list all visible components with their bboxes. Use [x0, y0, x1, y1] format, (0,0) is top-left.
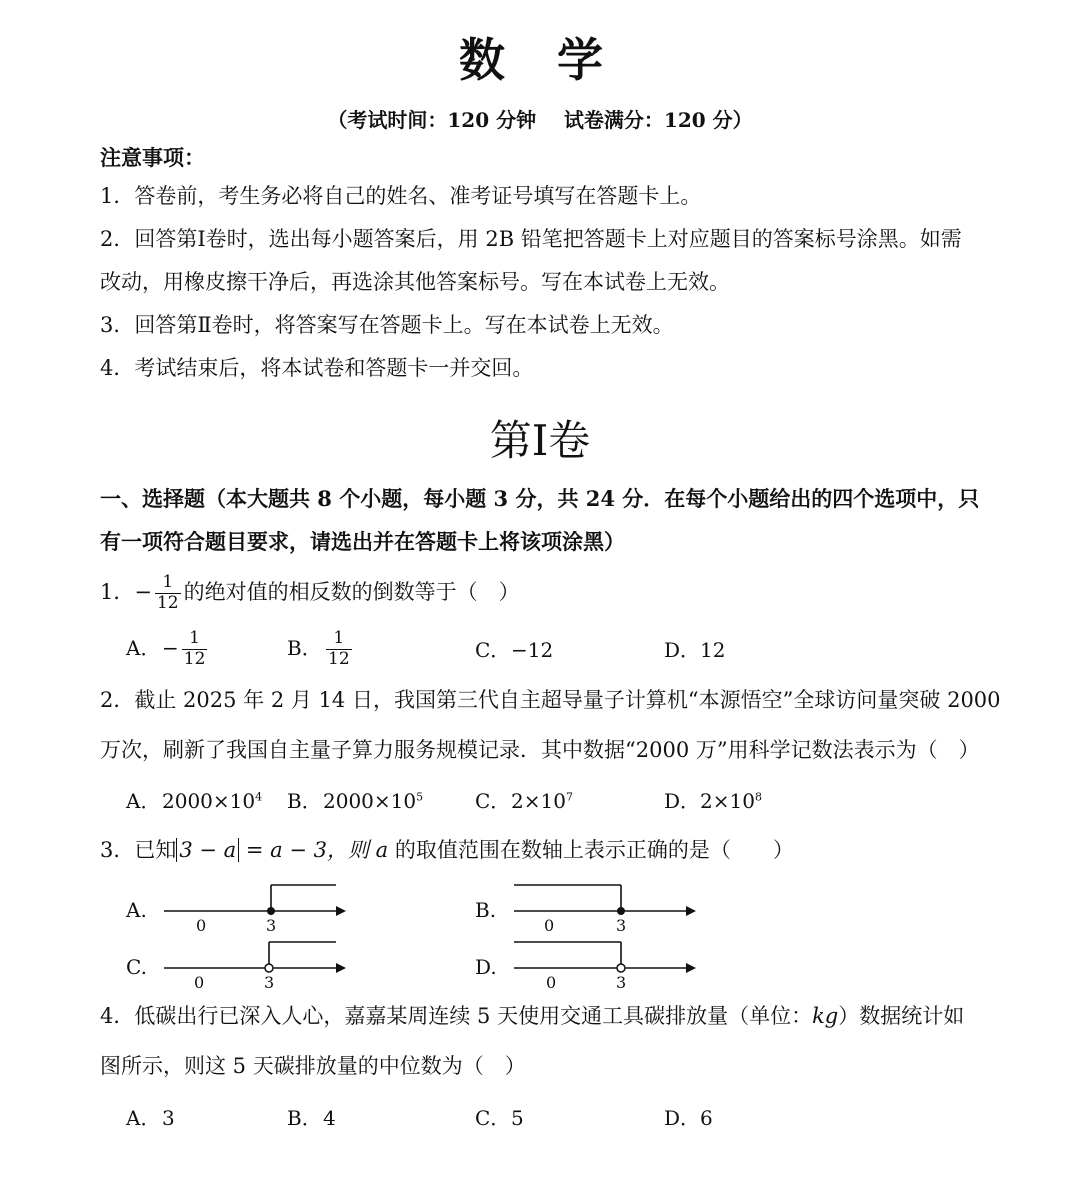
question-number: 1．	[100, 579, 135, 604]
option-d[interactable]: D．$2\times 10^8$	[664, 789, 762, 813]
unit: kg	[812, 1004, 839, 1028]
minus-sign: −	[134, 579, 152, 604]
option-a[interactable]: A．$2000\times 10^4$	[126, 789, 263, 813]
option-b[interactable]: B．4	[287, 1106, 336, 1130]
option-b[interactable]: B.	[475, 898, 497, 922]
option-c[interactable]: C．$2\times 10^7$	[475, 789, 573, 813]
solid-point	[617, 907, 625, 915]
axis-arrow	[686, 963, 696, 973]
absolute-value: 3 − a	[176, 838, 239, 862]
number-line-d	[510, 935, 710, 993]
notes-heading: 注意事项：	[100, 145, 205, 170]
note-item: 3．回答第Ⅱ卷时，将答案写在答题卡上。写在本试卷上无效。	[100, 313, 674, 337]
question-4-line: 4．低碳出行已深入人心，嘉嘉某周连续 5 天使用交通工具碳排放量（单位：kg）数据统计如	[100, 1004, 965, 1028]
fraction: $\frac{1}{12}$	[156, 572, 179, 613]
option-b[interactable]: B． $\frac{1}{12}$	[287, 628, 350, 669]
exam-subtitle: （考试时间：120 分钟 试卷满分：120 分）	[327, 108, 753, 132]
question-text: 的绝对值的相反数的倒数等于（ ）	[183, 579, 520, 604]
option-b[interactable]: B．$2000\times 10^5$	[287, 789, 424, 813]
option-c[interactable]: C．5	[475, 1106, 524, 1130]
note-item: 1．答卷前，考生务必将自己的姓名、准考证号填写在答题卡上。	[100, 184, 702, 208]
axis-arrow	[336, 906, 346, 916]
option-d[interactable]: D．12	[664, 638, 726, 662]
option-a[interactable]: A.	[126, 898, 147, 922]
option-d[interactable]: D．6	[664, 1106, 713, 1130]
note-item: 2．回答第Ⅰ卷时，选出每小题答案后，用 2B 铅笔把答题卡上对应题目的答案标号涂黑。如需	[100, 227, 962, 251]
exam-title: 数 学	[458, 33, 621, 87]
volume-heading: 第Ⅰ卷	[489, 416, 591, 465]
axis-arrow	[686, 906, 696, 916]
tick-label-0: 0	[544, 916, 555, 935]
question-3: 3．已知 3 − a = a − 3，则 a 的取值范围在数轴上表示正确的是（ ）	[100, 838, 794, 862]
tick-label-3: 3	[266, 916, 277, 935]
section-instructions: 有一项符合题目要求，请选出并在答题卡上将该项涂黑）	[100, 529, 625, 554]
note-item: 4．考试结束后，将本试卷和答题卡一并交回。	[100, 356, 534, 380]
question-4-line: 图所示，则这 5 天碳排放量的中位数为（ ）	[100, 1054, 526, 1078]
option-a[interactable]: A．3	[126, 1106, 175, 1130]
option-d[interactable]: D.	[475, 955, 497, 979]
number-line-c	[160, 935, 360, 993]
option-a[interactable]: A．− $\frac{1}{12}$	[126, 628, 206, 669]
question-2-line: 万次，刷新了我国自主量子算力服务规模记录．其中数据“2000 万”用科学记数法表示为（ ）	[100, 738, 980, 762]
tick-label-3: 3	[616, 916, 627, 935]
solid-point	[267, 907, 275, 915]
axis-arrow	[336, 963, 346, 973]
tick-label-0: 0	[194, 973, 205, 992]
question-2-line: 2．截止 2025 年 2 月 14 日，我国第三代自主超导量子计算机“本源悟空”全球访问量突破 2000	[100, 688, 1001, 712]
tick-label-0: 0	[196, 916, 207, 935]
tick-label-3: 3	[616, 973, 627, 992]
tick-label-3: 3	[264, 973, 275, 992]
tick-label-0: 0	[546, 973, 557, 992]
note-item: 改动，用橡皮擦干净后，再选涂其他答案标号。写在本试卷上无效。	[100, 270, 730, 294]
hollow-point	[265, 964, 273, 972]
option-c[interactable]: C．−12	[475, 638, 554, 662]
hollow-point	[617, 964, 625, 972]
question-1	[100, 574, 520, 613]
section-instructions: 一、选择题（本大题共 8 个小题，每小题 3 分，共 24 分．在每个小题给出的四个选项中，只	[100, 486, 980, 511]
number-line-b	[510, 878, 710, 936]
number-line-a	[160, 878, 360, 936]
option-c[interactable]: C.	[126, 955, 147, 979]
